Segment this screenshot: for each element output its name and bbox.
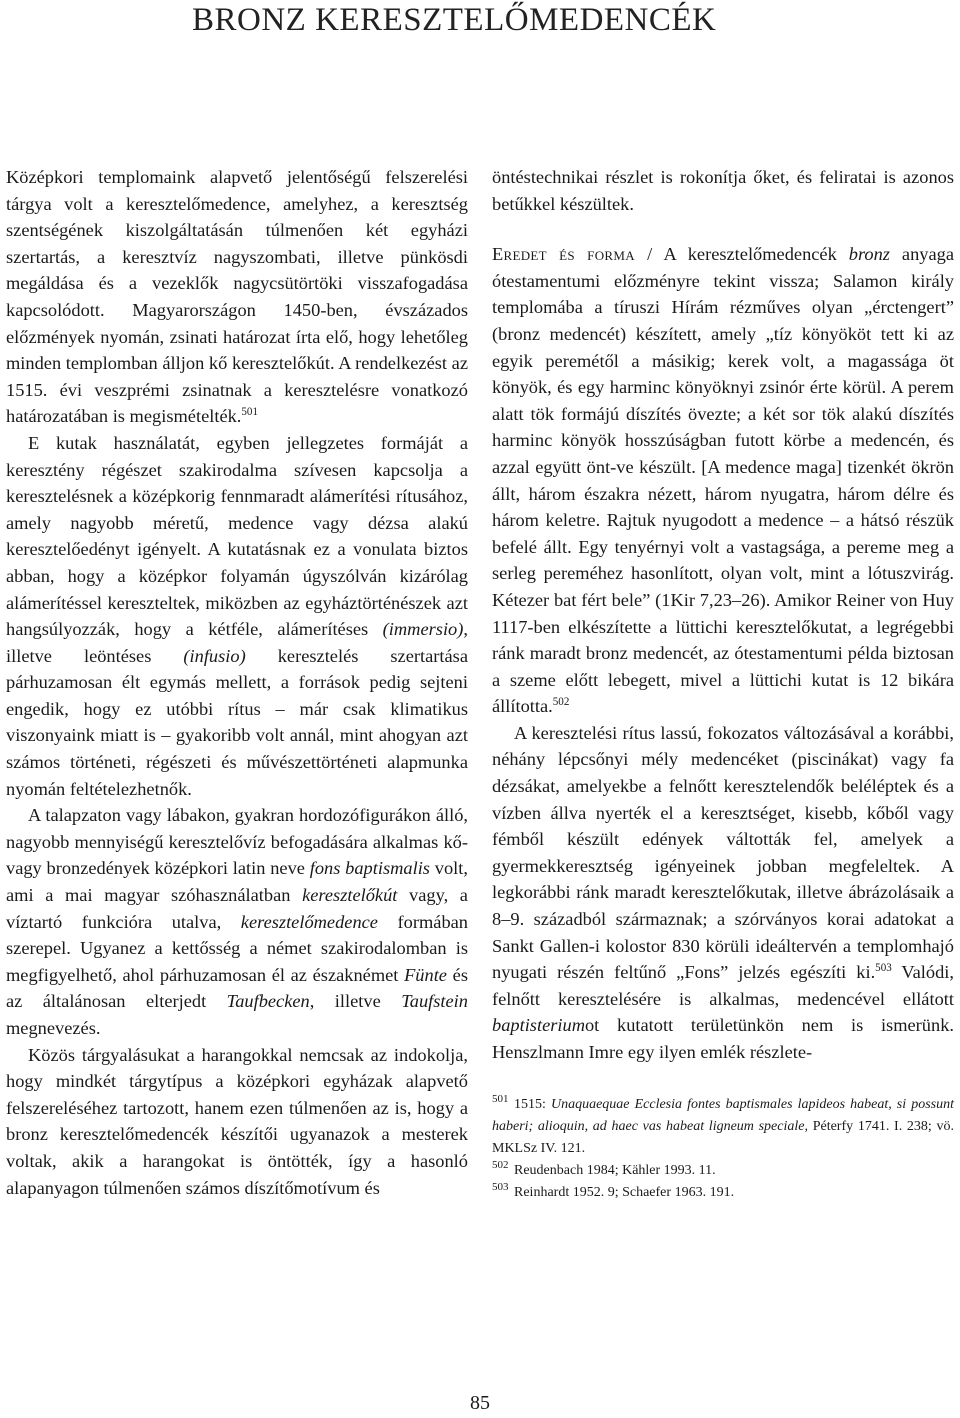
latin-quote: Unaquaequae Ecclesia fontes baptismales lapideos habeat, si possunt haberi; alioquin, ad haec vas habeat ligneum speciale, (492, 1096, 955, 1134)
latin-term: baptisterium (492, 1015, 585, 1036)
paragraph (6, 802, 468, 1041)
text: Valódi, felnőtt keresztelésére is alkalmas, medencével ellátott (492, 962, 954, 1009)
latin-term: (immersio) (382, 619, 464, 640)
footnote-ref[interactable]: 503 (875, 962, 892, 975)
left-column (6, 164, 468, 1201)
paragraph (6, 164, 468, 430)
term: keresztelőkút (302, 885, 398, 906)
text: Középkori templomaink alapvető jelentőségű felszerelési tárgya volt a keresztelőmedence, amelyhez, a keresztség szentségének kiszolgáltatásán túlmenően két egyházi szertartás, a keresztvíz nagyszombati, illetve pünkösdi megáldása és a vezeklők nagycsütörtöki visszafogadása kapcsolódott. Magyarországon 1450-ben, évszázados előzmények nyomán, zsinati határozat írta elő, hogy lehetőleg minden templomban álljon kő keresztelőkút. A rendelkezést az 1515. évi veszprémi zsinatnak a keresztelésre vonatkozó határozatában is megismételték. (6, 167, 468, 427)
text: A keresztelőmedencék (663, 244, 837, 265)
text: Közös tárgyalásukat a harangokkal nemcsak az indokolja, hogy mindkét tárgytípus a középkori egyházak alapvető felszereléséhez tartozott, hanem ezen túlmenően az is, hogy a bronz keresztelőmedencék készítői ugyanazok a mesterek voltak, akik a harangokat is öntötték, így a hasonló alapanyagon túlmenően számos díszítőmotívum és (6, 1044, 468, 1198)
paragraph (6, 430, 468, 802)
footnote: 503 Reinhardt 1952. 9; Schaefer 1963. 191. (492, 1180, 735, 1200)
text: formában szerepel. Ugyanez a kettősség a német szakirodalomban is megfigyelhető, ahol párhuzamosan él az északnémet (6, 911, 468, 985)
text: és az általánosan elterjedt (6, 964, 468, 1012)
text: Péterfy 1741. I. 238; vö. MKLSz IV. 121. (492, 1118, 955, 1156)
footnote: 501 1515: Unaquaequae Ecclesia fontes baptismales lapideos habeat, si possunt haberi; alioquin, ad haec vas habeat ligneum speciale, Péterfy 1741. I. 238; vö. MKLSz IV. 121. (492, 1092, 955, 1156)
page-number: 85 (470, 1392, 490, 1414)
text: öntéstechnikai részlet is rokonítja őket, és feliratai is azonos betűkkel készültek. (492, 167, 954, 214)
page-title: BRONZ KERESZTELŐMEDENCÉK (192, 2, 717, 38)
text: 1515: (514, 1096, 546, 1112)
latin-term: fons baptismalis (309, 858, 430, 879)
footnote-ref[interactable]: 502 (552, 696, 570, 709)
text: , illetve (309, 991, 381, 1012)
text: keresztelés szertartása párhuzamosan élt egymás mellett, a források pedig sejteni engedik, hogy ez utóbbi rítus – már csak klimatikus viszonyaink miatt is – gyakoribb volt annál, mint ahogyan azt számos történeti, régészeti és művészettörténeti alapmunka nyomán feltételezhetnők. (6, 645, 468, 799)
term: Taufbecken (226, 991, 310, 1012)
paragraph (492, 164, 954, 217)
term: Fünte (404, 964, 447, 985)
paragraph (492, 720, 954, 1066)
text: , illetve leöntéses (6, 619, 468, 666)
footnote-ref[interactable]: 501 (241, 406, 258, 419)
right-column (492, 164, 954, 1204)
text: volt, ami a mai magyar szóhasználatban (6, 858, 468, 906)
paragraph (6, 1042, 468, 1202)
text: A talapzaton vagy lábakon, gyakran hordozófigurákon álló, nagyobb mennyiségű keresztelővíz befogadására alkalmas kő- vagy bronzedények középkori latin neve (6, 805, 468, 879)
text: vagy, a víztartó funkcióra utalva, (6, 885, 468, 932)
section-heading: Eredet és forma / (492, 244, 653, 265)
term: keresztelőmedence (240, 911, 378, 932)
paragraph (492, 241, 954, 720)
text: megnevezés. (6, 1018, 101, 1038)
term: bronz (848, 244, 890, 265)
text: anyaga ótestamentumi előzményre tekint vissza; Salamon király templomába a tíruszi Hírám rézműves olyan „érctengert” (bronz medencét) készített, amely „tíz könyököt tett ki az egyik peremétől a másikig; kerek volt, a magassága öt könyök, és egy harminc könyöknyi zsinór érte körül. A perem alatt tök formájú díszítés övezte; a két sor tök alakú díszítés harminc könyök hosszúságban futott körbe a medencén, és azzal együtt önt-ve készült. [A medence maga] tizenkét ökrön állt, három északra nézett, három nyugatra, három délre és három keletre. Rajtuk nyugodott a medence – a hátsó részük befelé állt. Egy tenyérnyi volt a vastagsága, a pereme meg a serleg pereméhez hasonlított, olyan volt, mint a lótuszvirág. Kétezer bat fért bele” (1Kir 7,23–26). Amikor Reiner von Huy 1117-ben elkészítette a lüttichi keresztelőkutat, a legrégebbi ránk maradt bronz medencét, az ótestamentumi példa biztosan a szeme előtt lebegett, mivel a lüttichi kutat is 12 bikára állította. (492, 244, 954, 717)
footnote: 502 Reudenbach 1984; Kähler 1993. 11. (492, 1158, 716, 1178)
text: E kutak használatát, egyben jellegzetes formáját a keresztény régészet szakirodalma szívesen kapcsolja a keresztelésnek a középkorig fennmaradt alámerítési rítusához, amely nagyobb méretű, medence vagy dézsa alakú keresztelőedényt igényelt. A kutatásnak ez a vonulata biztos abban, hogy a középkor folyamán úgyszólván kizárólag alámerítéssel kereszteltek, miközben az egyháztörténészek azt hangsúlyozzák, hogy a kétféle, alámerítéses (6, 432, 468, 640)
text: Reudenbach 1984; Kähler 1993. 11. (514, 1162, 716, 1178)
text: A keresztelési rítus lassú, fokozatos változásával a korábbi, néhány lépcsőnyi mély medencéket (piscinákat) vagy fa dézsákat, amelyekbe a felnőtt keresztelendők beléléptek és a vízben állva nyerték el a keresztséget, kisebb, kőből vagy fémből készült edények váltották fel, amelyek a gyermekkeresztség igényeinek jobban megfeleltek. A legkorábbi ránk maradt keresztelőkutak, illetve ábrázolásaik a 8–9. századból származnak; a szórványos korai adatokat a Sankt Gallen-i kolostor 830 körüli ideáltervén a templomhajó nyugati részén feltűnő „Fons” jelzés egészíti ki. (492, 722, 954, 983)
latin-term: (infusio) (183, 645, 246, 666)
text: Reinhardt 1952. 9; Schaefer 1963. 191. (514, 1184, 735, 1200)
text: ot kutatott területünkön nem is ismerünk. Henszlmann Imre egy ilyen emlék részlete- (492, 1015, 954, 1062)
term: Taufstein (401, 991, 468, 1012)
footnotes (492, 1094, 954, 1204)
